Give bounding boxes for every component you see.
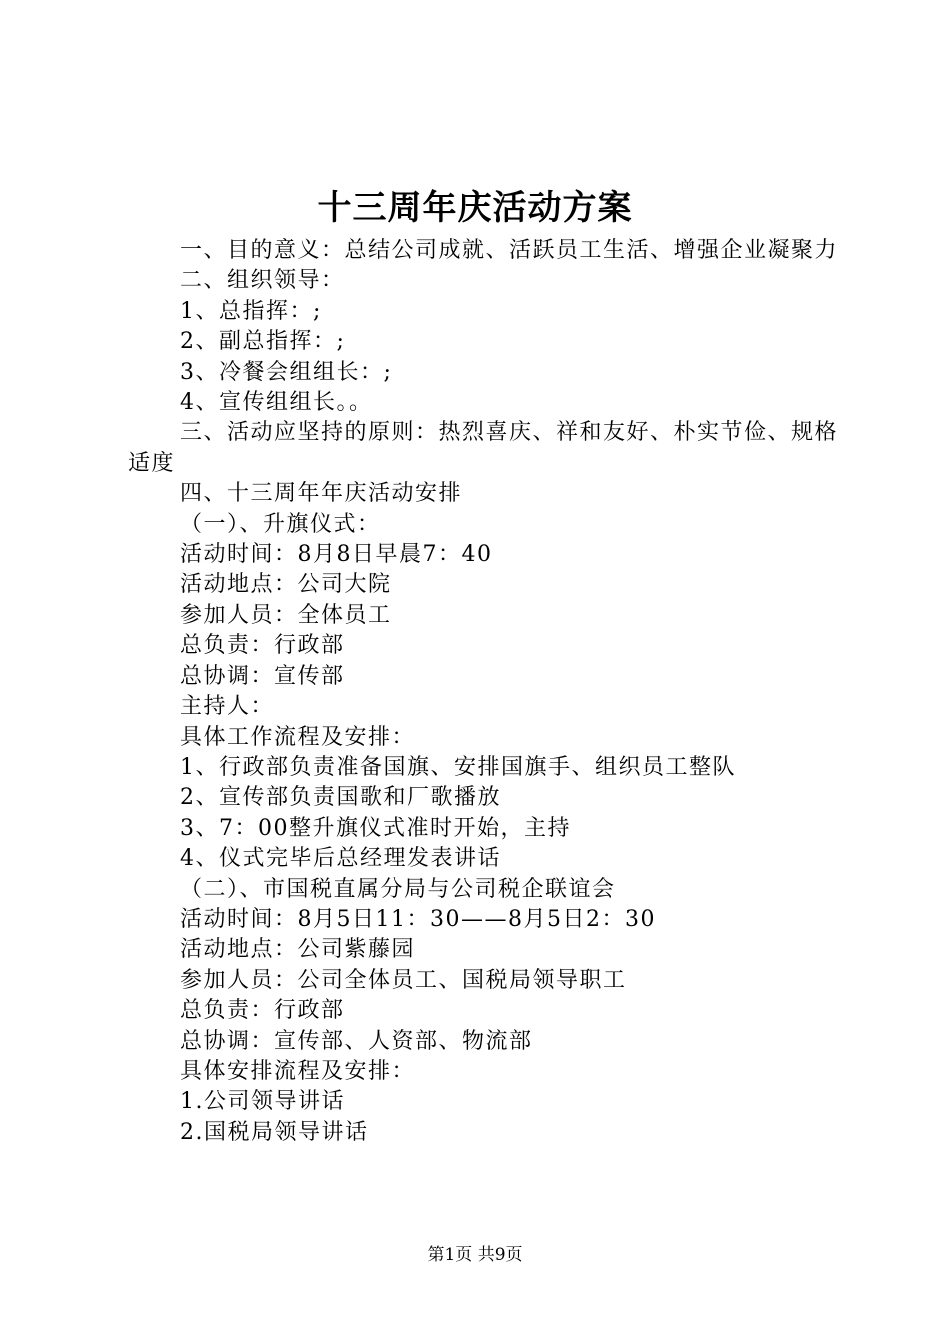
- paragraph-tax-time: 活动时间：8月5日11：30——8月5日2：30: [180, 906, 656, 932]
- paragraph-tax-step-1: 1.公司领导讲话: [180, 1089, 345, 1115]
- paragraph-flag-step-4: 4、仪式完毕后总经理发表讲话: [180, 846, 501, 872]
- paragraph-publicity-leader: 4、宣传组组长。。: [180, 390, 373, 416]
- paragraph-flag-coordinator: 总协调：宣传部: [180, 663, 345, 689]
- paragraph-flag-step-1: 1、行政部负责准备国旗、安排国旗手、组织员工整队: [180, 754, 736, 780]
- paragraph-tax-location: 活动地点：公司紫藤园: [180, 937, 416, 963]
- document-body: [128, 236, 848, 1148]
- paragraph-arrangements: 四、十三周年年庆活动安排: [180, 481, 463, 507]
- page-footer: 第1页 共9页: [427, 1245, 523, 1265]
- paragraph-tax-gathering: （二）、市国税直属分局与公司税企联谊会: [180, 876, 616, 902]
- paragraph-flag-step-3: 3、7：00整升旗仪式准时开始，主持: [180, 815, 571, 841]
- paragraph-flag-lead: 总负责：行政部: [180, 633, 345, 659]
- paragraph-flag-location: 活动地点：公司大院: [180, 572, 392, 598]
- paragraph-tax-participants: 参加人员：公司全体员工、国税局领导职工: [180, 967, 627, 993]
- paragraph-tax-coordinator: 总协调：宣传部、人资部、物流部: [180, 1028, 533, 1054]
- paragraph-flag-host: 主持人：: [180, 694, 275, 720]
- paragraph-tax-step-2: 2.国税局领导讲话: [180, 1119, 369, 1145]
- paragraph-tax-lead: 总负责：行政部: [180, 998, 345, 1024]
- paragraph-flag-step-2: 2、宣传部负责国歌和厂歌播放: [180, 785, 501, 811]
- paragraph-purpose: 一、目的意义：总结公司成就、活跃员工生活、增强企业凝聚力: [180, 238, 839, 263]
- paragraph-tax-workflow: 具体安排流程及安排：: [180, 1058, 416, 1084]
- paragraph-organization: 二、组织领导：: [180, 268, 345, 294]
- paragraph-flag-time: 活动时间：8月8日早晨7：40: [180, 542, 493, 568]
- paragraph-principles: 三、活动应坚持的原则：热烈喜庆、祥和友好、朴实节俭、规格适度: [128, 420, 839, 476]
- paragraph-buffet-leader: 3、冷餐会组组长：;: [180, 359, 393, 385]
- paragraph-deputy-commander: 2、副总指挥：;: [180, 329, 346, 355]
- paragraph-flag-workflow: 具体工作流程及安排：: [180, 724, 416, 750]
- paragraph-flag-participants: 参加人员：全体员工: [180, 602, 392, 628]
- paragraph-flag-ceremony: （一）、升旗仪式：: [180, 511, 381, 537]
- document-title: 十三周年庆活动方案: [317, 188, 633, 228]
- paragraph-commander: 1、总指挥：;: [180, 298, 322, 324]
